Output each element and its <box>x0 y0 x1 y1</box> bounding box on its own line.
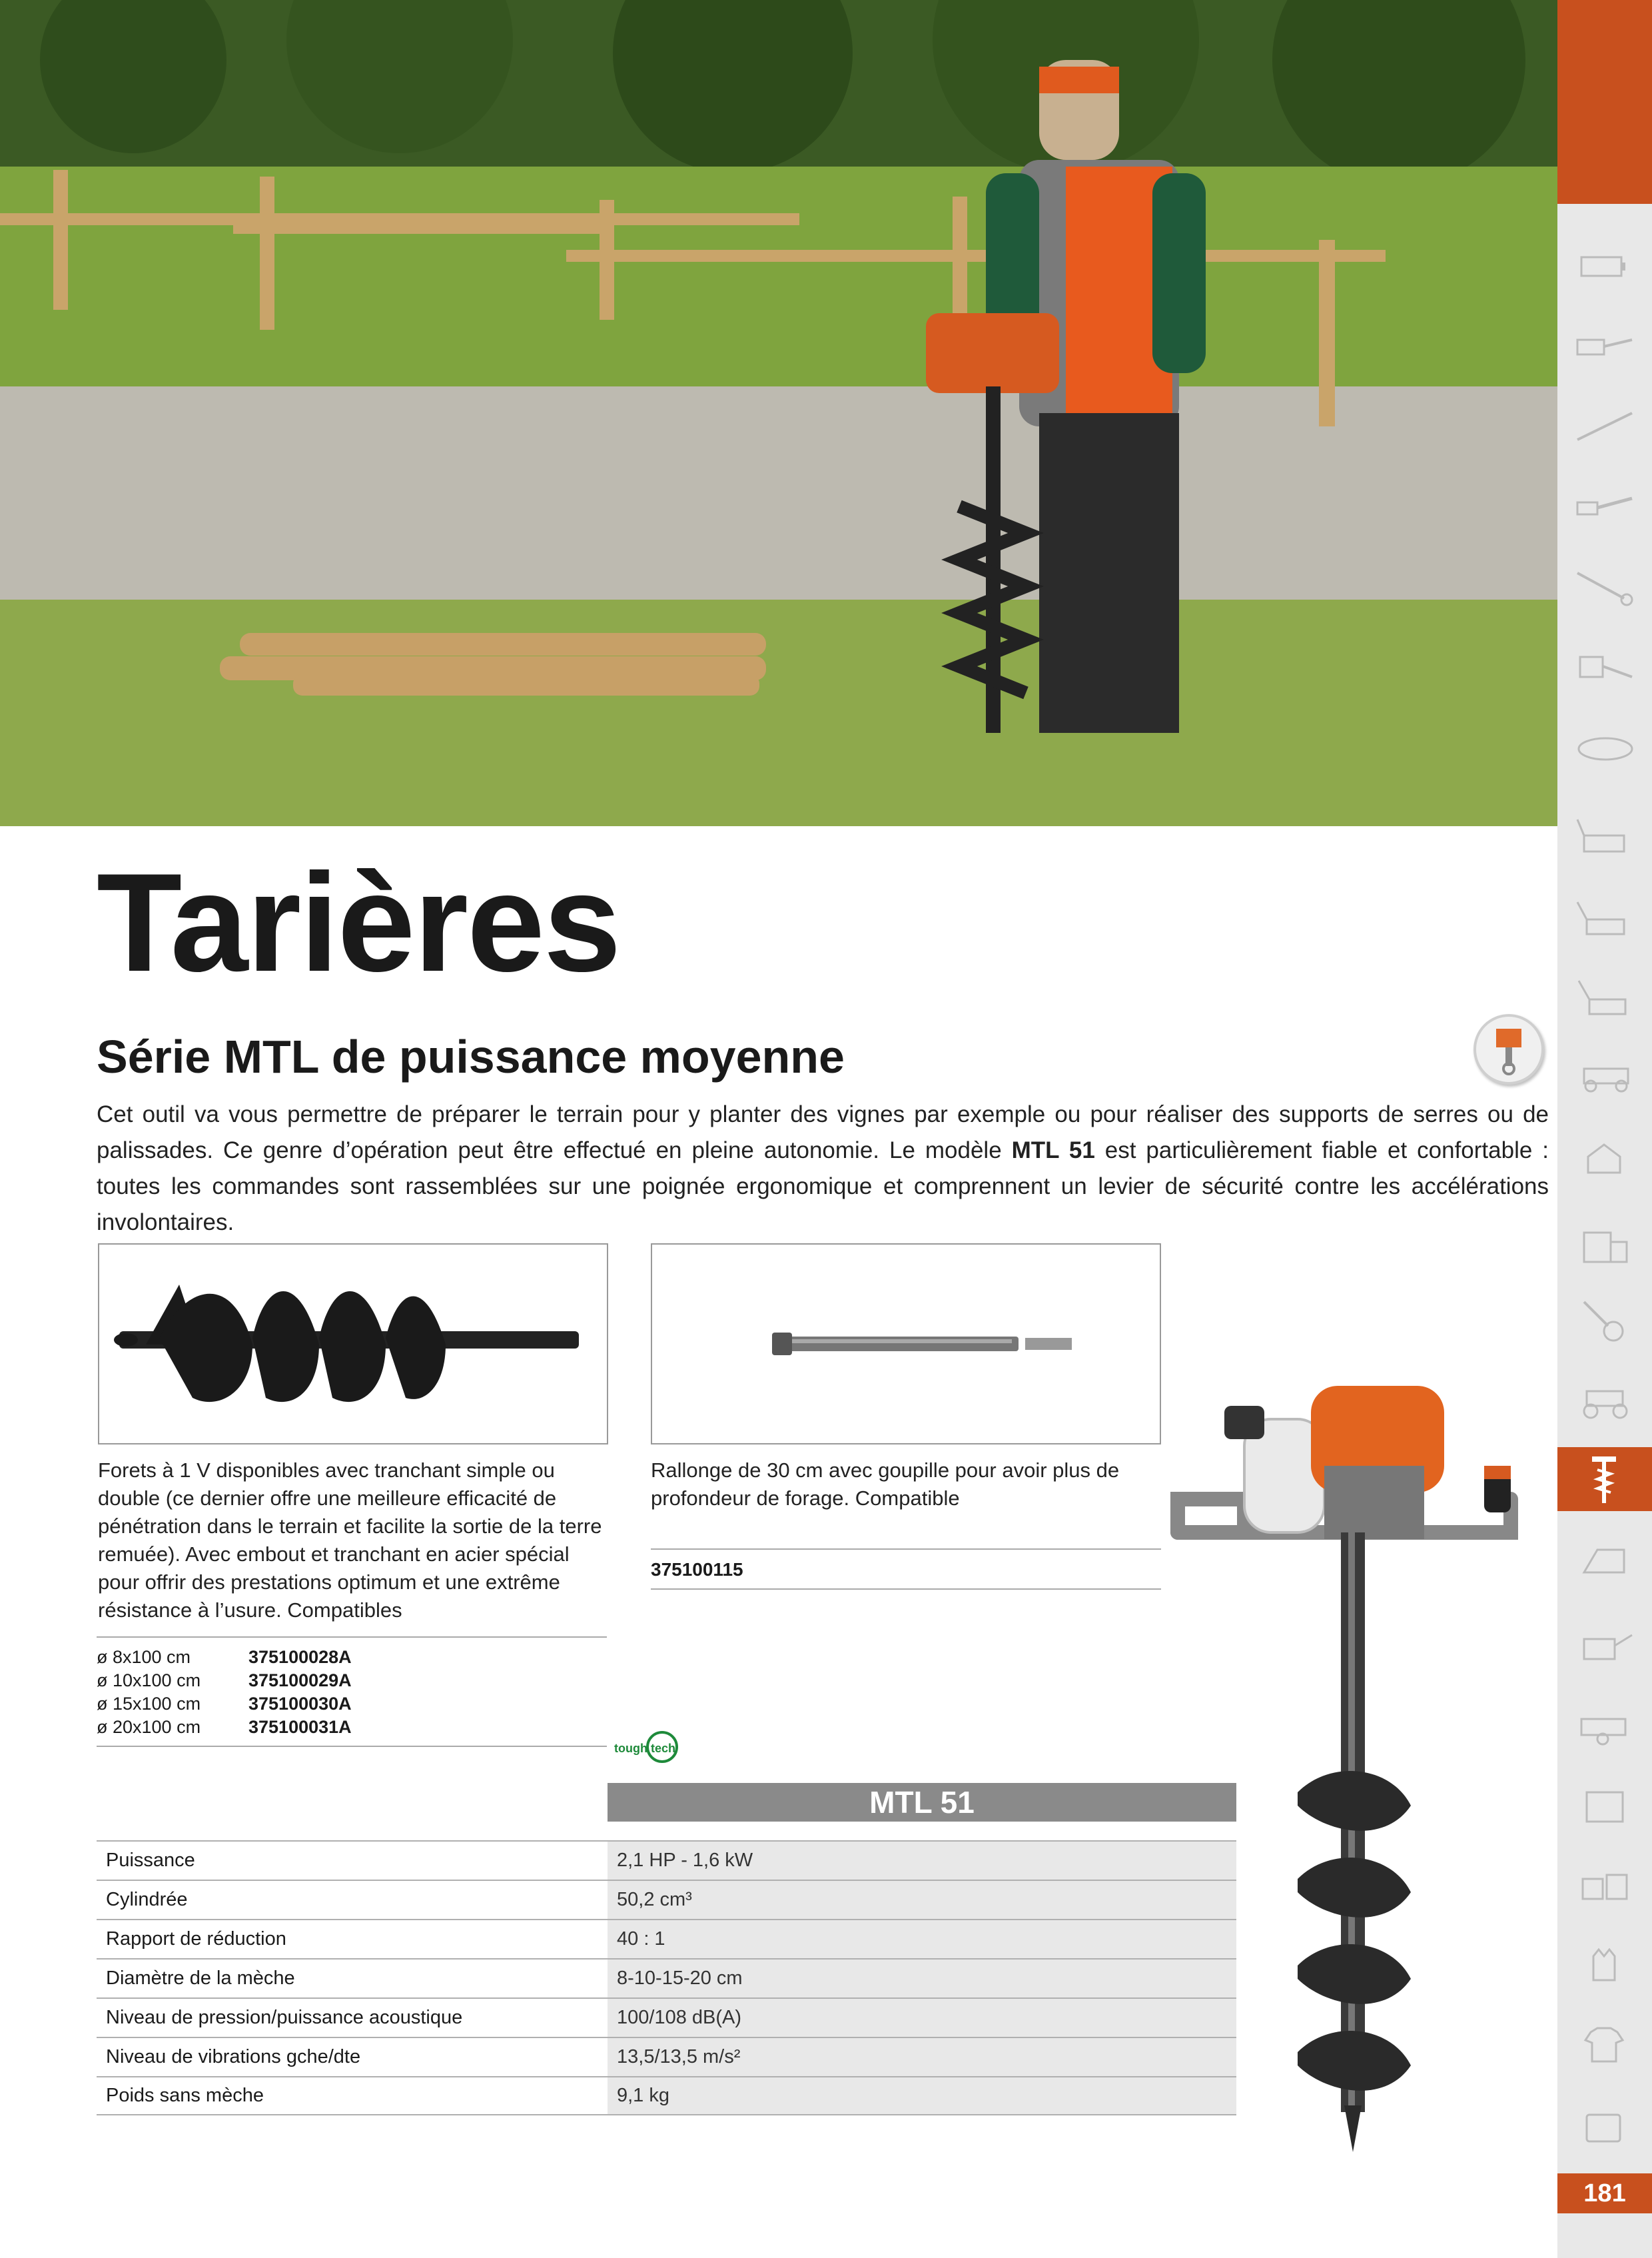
svg-text:tough tech: tough tech <box>614 1742 675 1755</box>
ride-on-mower-icon[interactable] <box>1557 1046 1652 1099</box>
model-name: MTL 51 <box>1011 1137 1095 1163</box>
spec-table <box>97 1840 1236 2115</box>
blower-icon[interactable] <box>1557 640 1652 693</box>
product-image-box-auger-bit <box>98 1243 608 1444</box>
table-row: Niveau de pression/puissance acoustique 100/108 dB(A) <box>97 1997 1236 2037</box>
sidebar-accent-tab <box>1557 0 1652 204</box>
product2-code: 375100115 <box>651 1559 743 1580</box>
table-row: ø 15x100 cm 375100030A <box>97 1694 352 1714</box>
shirt-icon[interactable] <box>1557 2019 1652 2072</box>
product1-references <box>97 1646 607 1739</box>
tool-category-badge-icon <box>1473 1014 1544 1085</box>
table-row: Niveau de vibrations gche/dte 13,5/13,5 m/s² <box>97 2037 1236 2076</box>
quad-icon[interactable] <box>1557 1373 1652 1426</box>
hero-photo <box>0 0 1557 826</box>
hedge-trimmer-icon[interactable] <box>1557 480 1652 533</box>
chainsaw-icon[interactable] <box>1557 320 1652 373</box>
glove-icon[interactable] <box>1557 1939 1652 1992</box>
tiller-icon[interactable] <box>1557 1293 1652 1346</box>
product-image-box-extension <box>651 1243 1161 1444</box>
sidebar-active-tab[interactable] <box>1557 1447 1652 1511</box>
mower-push-icon[interactable] <box>1557 893 1652 946</box>
trailer-icon[interactable] <box>1557 1699 1652 1752</box>
page-title: Tarières <box>97 844 620 1001</box>
accessories-icon[interactable] <box>1557 1859 1652 1912</box>
divider <box>97 1636 607 1638</box>
tough-tech-logo <box>612 1730 685 1766</box>
auger-tab-icon <box>1557 1447 1652 1511</box>
table-row: Rapport de réduction 40 : 1 <box>97 1919 1236 1958</box>
page-number: 181 <box>1557 2173 1652 2213</box>
house-icon[interactable] <box>1557 1133 1652 1186</box>
divider <box>97 1746 607 1747</box>
table-row: ø 20x100 cm 375100031A <box>97 1717 352 1737</box>
table-row: Diamètre de la mèche 8-10-15-20 cm <box>97 1958 1236 1997</box>
spec-table-header: MTL 51 <box>608 1783 1236 1822</box>
product1-description: Forets à 1 V disponibles avec tranchant simple ou double (ce dernier offre une meilleure efficacité de pénétration dans le terrain et facilite la sortie de la terre remuée). Avec embout et tranchant en acier spécial pour offrir des prestations optimum et une extrême résistance à l’usure. Compatibles <box>98 1458 602 1622</box>
brushcutter-icon[interactable] <box>1557 560 1652 613</box>
series-subtitle: Série MTL de puissance moyenne <box>97 1031 845 1083</box>
sweeper-icon[interactable] <box>1557 720 1652 773</box>
earth-auger-machine-icon <box>1164 1366 1537 2159</box>
product2-description: Rallonge de 30 cm avec goupille pour avoir plus de profondeur de forage. Compatible <box>651 1458 1120 1510</box>
battery-icon[interactable] <box>1557 240 1652 293</box>
extension-rod-icon <box>652 1245 1160 1443</box>
pressure-washer-icon[interactable] <box>1557 1619 1652 1672</box>
intro-paragraph: Cet outil va vous permettre de préparer le terrain pour y planter des vignes par exemple ou pour réaliser des supports de serres ou de palissades. Ce genre d’opération peut être effectué en pleine autonomie. Le modèle MTL 51 est particulièrement fiable et confortable : toutes les commandes sont rassemblées sur une poignée ergonomique et comprennent un levier de sécurité contre les accélérations involontaires. <box>97 1101 1549 1235</box>
generator-icon[interactable] <box>1557 1219 1652 1273</box>
power-unit-icon[interactable] <box>1557 1779 1652 1832</box>
table-row: Cylindrée 50,2 cm³ <box>97 1880 1236 1919</box>
mtl51-product-photo <box>1164 1366 1537 2159</box>
lawnmower-icon[interactable] <box>1557 813 1652 866</box>
table-row: Poids sans mèche 9,1 kg <box>97 2076 1236 2115</box>
section-sidebar <box>1557 0 1652 2258</box>
table-row: ø 10x100 cm 375100029A <box>97 1670 352 1690</box>
fuel-can-icon[interactable] <box>1557 2099 1652 2152</box>
hero-photo-man-with-auger-icon <box>0 0 1557 826</box>
divider <box>651 1588 1161 1590</box>
table-row: ø 8x100 cm 375100028A <box>97 1647 352 1667</box>
auger-drill-bit-icon <box>99 1245 607 1443</box>
table-row: Puissance 2,1 HP - 1,6 kW <box>97 1840 1236 1880</box>
pole-pruner-icon[interactable] <box>1557 400 1652 453</box>
shredder-icon[interactable] <box>1557 1532 1652 1586</box>
tough-tech-logo-icon <box>612 1730 685 1766</box>
mower-self-propelled-icon[interactable] <box>1557 973 1652 1026</box>
divider <box>651 1548 1161 1550</box>
